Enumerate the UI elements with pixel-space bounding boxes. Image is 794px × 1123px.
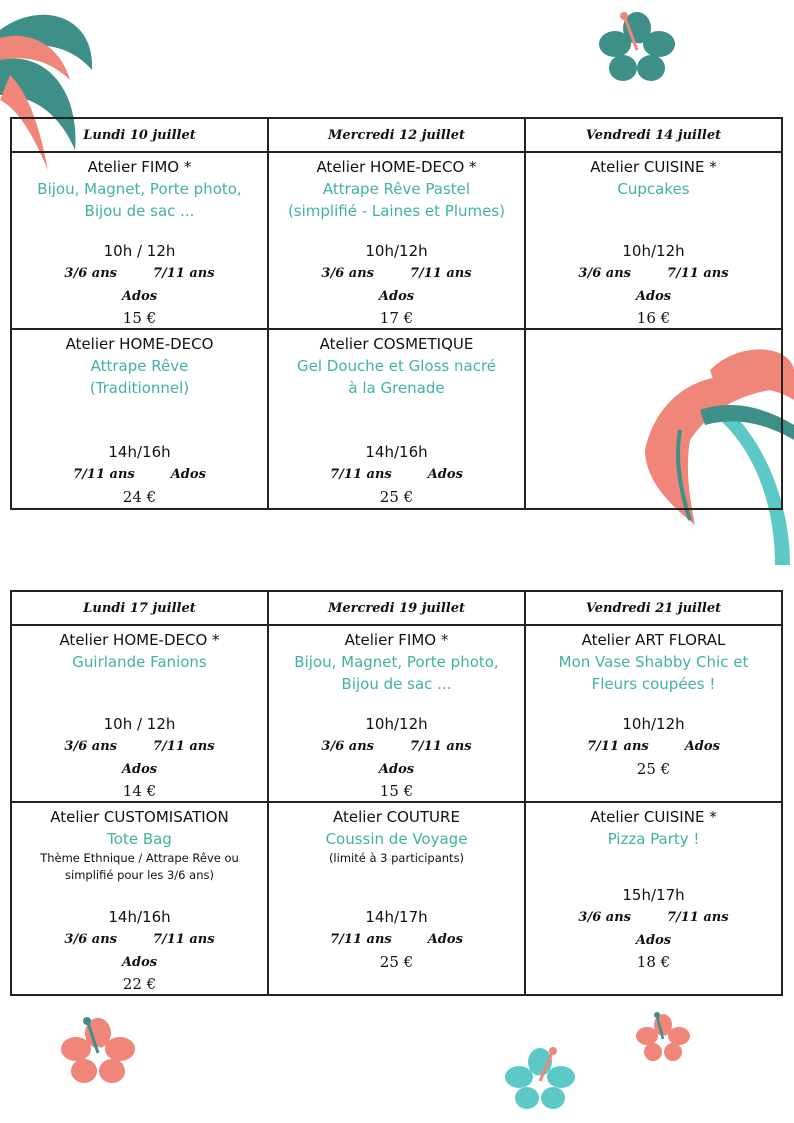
workshop-time: 10h/12h [365, 242, 428, 260]
hibiscus-top-right-icon [595, 10, 679, 84]
age-group: Ados [427, 467, 463, 482]
day-header: Lundi 10 juillet [11, 118, 268, 152]
workshop-price: 16 € [636, 309, 671, 327]
workshop-price: 15 € [122, 309, 157, 327]
age-group: 7/11 ans [409, 266, 472, 281]
day-header: Mercredi 12 juillet [268, 118, 525, 152]
workshop-time: 14h/16h [365, 443, 428, 461]
age-group: 7/11 ans [152, 739, 215, 754]
age-group: 7/11 ans [330, 467, 392, 482]
workshop-subtitle: à la Grenade [348, 379, 445, 397]
workshop-title: Atelier HOME-DECO * [316, 158, 477, 176]
workshop-price: 15 € [379, 782, 414, 800]
age-group: Ados [427, 932, 463, 947]
hibiscus-bottom-right-icon [635, 1012, 691, 1064]
age-group: 3/6 ans [321, 739, 374, 754]
workshop-title: Atelier CUISINE * [590, 158, 717, 176]
age-group: 7/11 ans [409, 739, 472, 754]
workshop-subtitle: (simplifié - Laines et Plumes) [287, 202, 506, 220]
workshop-price: 24 € [122, 488, 157, 506]
workshop-title: Atelier COSMETIQUE [319, 335, 474, 353]
workshop-subtitle: (Traditionnel) [89, 379, 190, 397]
workshop-cell [268, 802, 525, 995]
age-group: Ados [121, 955, 158, 970]
workshop-cell [525, 802, 782, 995]
workshop-title: Atelier HOME-DECO [65, 335, 214, 353]
workshop-note: Thème Ethnique / Attrape Rêve ou [40, 851, 239, 865]
workshop-time: 10h/12h [365, 715, 428, 733]
workshop-subtitle: Gel Douche et Gloss nacré [296, 357, 497, 375]
age-group: 3/6 ans [578, 910, 631, 925]
workshop-price: 17 € [379, 309, 414, 327]
age-group: Ados [635, 289, 672, 304]
workshop-title: Atelier CUISINE * [590, 808, 717, 826]
workshop-cell [268, 152, 525, 329]
workshop-subtitle: Bijou, Magnet, Porte photo, [37, 180, 242, 198]
empty-cell [525, 329, 782, 509]
workshop-subtitle: Guirlande Fanions [72, 653, 207, 671]
workshop-title: Atelier CUSTOMISATION [50, 808, 229, 826]
workshop-cell [525, 152, 782, 329]
workshop-price: 25 € [379, 953, 414, 971]
workshop-subtitle: Attrape Rêve [90, 357, 189, 375]
schedule-week-2 [10, 590, 783, 996]
workshop-price: 18 € [636, 953, 671, 971]
workshop-time: 10h / 12h [103, 715, 176, 733]
workshop-title: Atelier FIMO * [344, 631, 449, 649]
workshop-cell [11, 152, 268, 329]
workshop-time: 14h/16h [108, 443, 171, 461]
workshop-price: 25 € [379, 488, 414, 506]
age-group: Ados [684, 739, 720, 754]
age-group: Ados [635, 933, 672, 948]
workshop-title: Atelier FIMO * [87, 158, 192, 176]
day-header: Lundi 17 juillet [11, 591, 268, 625]
workshop-time: 10h / 12h [103, 242, 176, 260]
workshop-time: 15h/17h [622, 886, 685, 904]
day-header: Mercredi 19 juillet [268, 591, 525, 625]
workshop-cell [268, 329, 525, 509]
workshop-time: 10h/12h [622, 242, 685, 260]
workshop-cell [11, 802, 268, 995]
schedule-week-1 [10, 117, 783, 510]
workshop-note: simplifié pour les 3/6 ans) [65, 868, 214, 882]
age-group: 3/6 ans [321, 266, 374, 281]
age-group: 3/6 ans [578, 266, 631, 281]
workshop-price: 22 € [122, 975, 157, 993]
age-group: 7/11 ans [152, 266, 215, 281]
age-group: 7/11 ans [587, 739, 649, 754]
workshop-price: 25 € [636, 760, 671, 778]
day-header: Vendredi 21 juillet [525, 591, 782, 625]
workshop-cell [11, 329, 268, 509]
age-group: 7/11 ans [73, 467, 135, 482]
workshop-subtitle: Coussin de Voyage [325, 830, 468, 848]
hibiscus-bottom-center-icon [502, 1045, 578, 1113]
workshop-note: (limité à 3 participants) [328, 851, 465, 865]
workshop-subtitle: Bijou de sac ... [84, 202, 195, 220]
age-group: 7/11 ans [330, 932, 392, 947]
workshop-title: Atelier HOME-DECO * [59, 631, 220, 649]
workshop-subtitle: Attrape Rêve Pastel [322, 180, 471, 198]
age-group: 3/6 ans [64, 739, 117, 754]
workshop-subtitle: Mon Vase Shabby Chic et [558, 653, 749, 671]
hibiscus-bottom-left-icon [58, 1015, 138, 1087]
workshop-title: Atelier ART FLORAL [581, 631, 726, 649]
age-group: Ados [378, 289, 415, 304]
age-group: 7/11 ans [666, 266, 729, 281]
workshop-subtitle: Bijou de sac ... [341, 675, 452, 693]
workshop-title: Atelier COUTURE [333, 808, 460, 826]
workshop-price: 14 € [122, 782, 157, 800]
age-group: Ados [378, 762, 415, 777]
age-group: 3/6 ans [64, 266, 117, 281]
day-header: Vendredi 14 juillet [525, 118, 782, 152]
workshop-time: 14h/16h [108, 908, 171, 926]
workshop-cell [268, 625, 525, 802]
age-group: Ados [121, 762, 158, 777]
age-group: Ados [170, 467, 206, 482]
workshop-time: 14h/17h [365, 908, 428, 926]
workshop-subtitle: Fleurs coupées ! [591, 675, 716, 693]
age-group: 7/11 ans [666, 910, 729, 925]
workshop-subtitle: Bijou, Magnet, Porte photo, [294, 653, 499, 671]
workshop-subtitle: Cupcakes [617, 180, 690, 198]
workshop-subtitle: Tote Bag [107, 830, 172, 848]
workshop-time: 10h/12h [622, 715, 685, 733]
age-group: 7/11 ans [152, 932, 215, 947]
age-group: Ados [121, 289, 158, 304]
workshop-cell [525, 625, 782, 802]
workshop-subtitle: Pizza Party ! [607, 830, 700, 848]
workshop-cell [11, 625, 268, 802]
age-group: 3/6 ans [64, 932, 117, 947]
